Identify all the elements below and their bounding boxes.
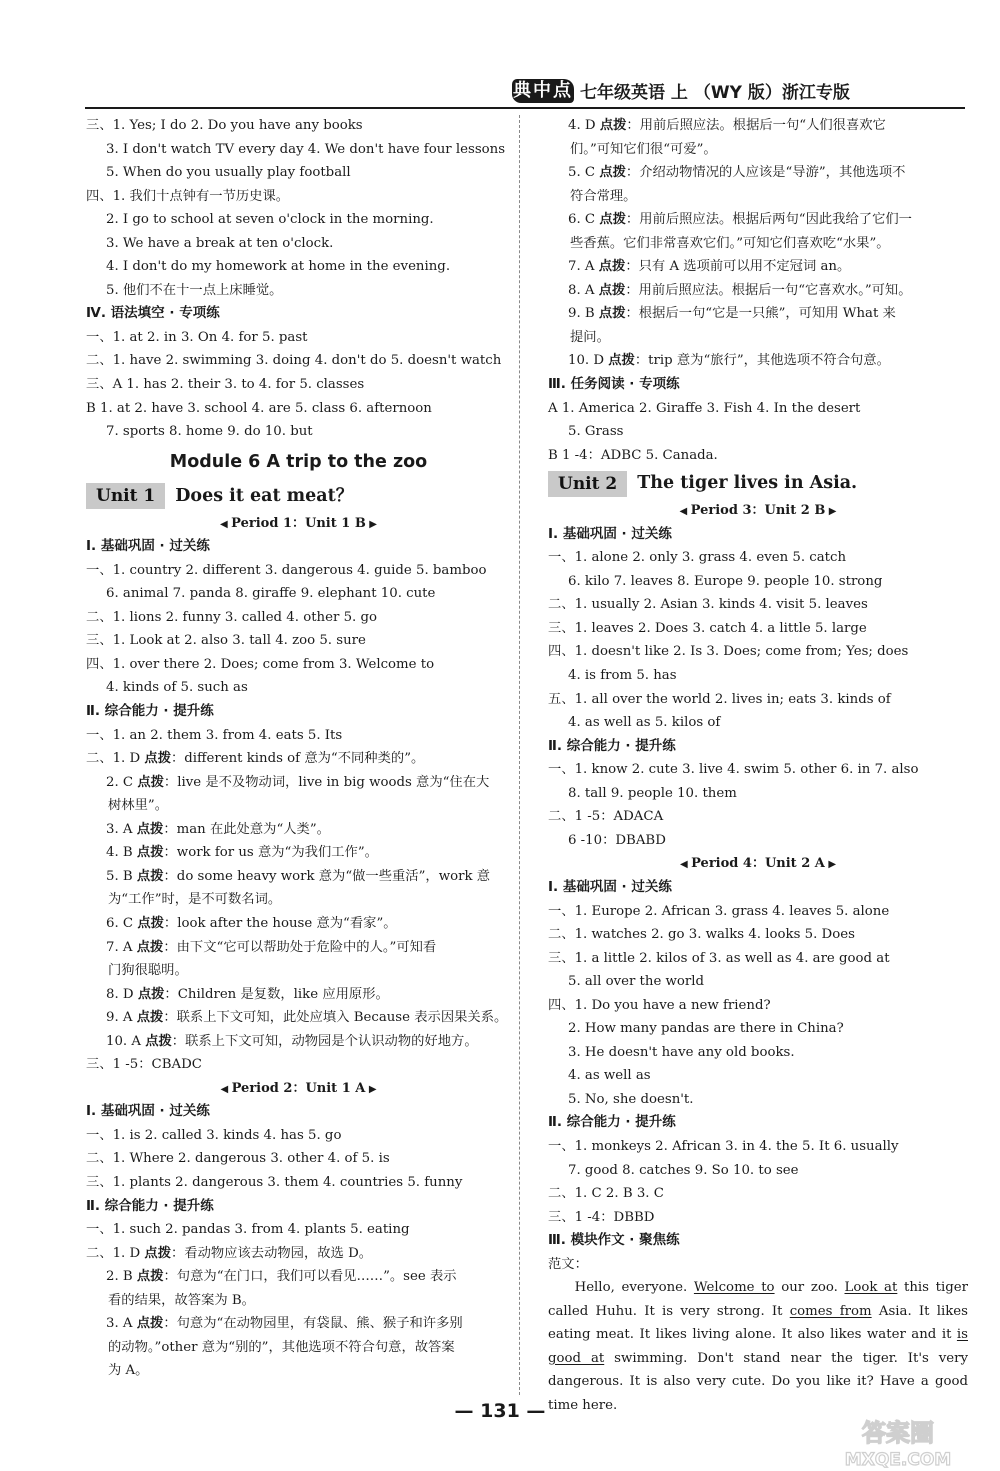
column-divider [519, 115, 520, 1395]
answer-key: 5. C [568, 165, 600, 181]
module-title: Module 6 A trip to the zoo [169, 451, 428, 472]
answer-hint-line [548, 255, 968, 279]
triangle-right-icon: ▶ [365, 518, 377, 530]
answer-line: 树林里”。 [108, 798, 168, 814]
essay-text: our zoo. [774, 1280, 845, 1296]
watermark-domain: MXQE.COM [844, 1450, 952, 1470]
answer-line: 范文： [548, 1256, 588, 1272]
period-label: Period 4：Unit 2 A [691, 856, 825, 872]
answer-line: 2. I go to school at seven o'clock in the morning. [106, 212, 434, 228]
hint-text: ：由下文“它可以帮助处于危险中的人。”可知看 [163, 939, 437, 955]
section-heading: Ⅱ. 综合能力 · 提升练 [548, 1114, 676, 1131]
period-heading [548, 852, 968, 876]
answer-line: 门狗很聪明。 [108, 963, 188, 979]
answer-key: 2. B [106, 1269, 137, 1285]
answer-line: 8. tall 9. people 10. them [568, 785, 737, 801]
essay-text: this tiger called Huhu. It is very strong. It [548, 1280, 968, 1319]
answer-line: 6. animal 7. panda 8. giraffe 9. elephant 10. cute [106, 586, 436, 602]
section-heading: Ⅰ. 基础巩固 · 过关练 [548, 878, 672, 895]
answer-line: 5. all over the world [568, 974, 705, 990]
answer-line: B 1 -4：ADBC 5. Canada. [548, 447, 718, 463]
hint-text: ：看动物应该去动物园，故选 D。 [171, 1245, 373, 1261]
watermark-text: 答案圈 [862, 1419, 934, 1447]
underlined-phrase: comes from [789, 1303, 872, 1319]
answer-line: 三、1 -5：CBADC [86, 1057, 202, 1073]
answer-key: 6. C [106, 915, 138, 931]
answer-line: 5. No, she doesn't. [568, 1091, 694, 1107]
answer-line: 三、1. plants 2. dangerous 3. them 4. countries 5. funny [86, 1174, 463, 1190]
answer-line: 5. Grass [568, 424, 624, 440]
section-heading: Ⅰ. 基础巩固 · 过关练 [548, 525, 672, 542]
answer-line: 一、1. alone 2. only 3. grass 4. even 5. catch [548, 550, 847, 566]
answer-key: 5. B [106, 868, 137, 884]
answer-hint-line [86, 865, 511, 889]
answer-hint-line [86, 841, 511, 865]
answer-hint-line [86, 1006, 511, 1030]
hint-label: 点拨 [136, 845, 164, 861]
hint-label: 点拨 [137, 774, 164, 790]
answer-key: 8. A [568, 282, 599, 298]
answer-line: 二、1. usually 2. Asian 3. kinds 4. visit 5. leaves [548, 597, 868, 613]
answer-line: 些香蕉。它们非常喜欢它们。”可知它们喜欢吃“水果”。 [570, 235, 890, 251]
answer-line: 三、1. leaves 2. Does 3. catch 4. a little 5. large [548, 620, 867, 636]
hint-label: 点拨 [136, 1269, 164, 1285]
triangle-right-icon: ▶ [824, 859, 837, 871]
answer-key: 3. A [106, 821, 137, 837]
answer-key: 4. B [106, 845, 137, 861]
period-heading [86, 512, 511, 536]
answer-line: 为“工作”时，是不可数名词。 [108, 892, 282, 908]
answer-line: 3. We have a break at ten o'clock. [106, 235, 334, 251]
right-column [548, 114, 968, 1418]
answer-line: 7. sports 8. home 9. do 10. but [106, 424, 313, 440]
essay-text: Hello, everyone. [574, 1280, 694, 1296]
answer-hint-line [86, 983, 511, 1007]
answer-line: 三、1. a little 2. kilos of 3. as well as 4. are good at [548, 950, 890, 966]
answer-line: 二、1. C 2. B 3. C [548, 1186, 664, 1202]
answer-line: 四、1. Do you have a new friend? [548, 997, 771, 1013]
page-header [0, 0, 1000, 110]
triangle-left-icon: ◀ [679, 859, 692, 871]
answer-line: 二、1 -5：ADACA [548, 809, 664, 825]
answer-hint-line [86, 747, 511, 771]
essay-text: swimming. Don't stand near the tiger. It's very dangerous. It is also very cute. Do you like it? Have a good time here. [548, 1350, 968, 1413]
answer-hint-line [548, 349, 968, 373]
answer-hint-line [548, 114, 968, 138]
section-heading: Ⅱ. 综合能力 · 提升练 [86, 1197, 214, 1214]
answer-line: 5. When do you usually play football [106, 165, 351, 181]
hint-label: 点拨 [598, 259, 626, 275]
answer-line: 4. I don't do my homework at home in the evening. [106, 259, 451, 275]
hint-label: 点拨 [598, 282, 626, 298]
answer-line: 7. good 8. catches 9. So 10. to see [568, 1162, 799, 1178]
answer-line: B 1. at 2. have 3. school 4. are 5. class 6. afternoon [86, 400, 432, 416]
answer-hint-line [548, 279, 968, 303]
answer-line: 二、1. have 2. swimming 3. doing 4. don't do 5. doesn't watch [86, 353, 502, 369]
answer-line: 为 A。 [108, 1363, 149, 1379]
period-label: Period 2：Unit 1 A [231, 1080, 366, 1096]
hint-text: ：look after the house 意为“看家”。 [163, 915, 397, 931]
period-heading [548, 499, 968, 523]
hint-label: 点拨 [599, 212, 626, 228]
underlined-phrase: Look at [844, 1280, 898, 1296]
answer-key: 二、1. D [86, 751, 145, 767]
answer-hint-line [86, 1265, 511, 1289]
hint-text: ：work for us 意为“为我们工作”。 [163, 845, 378, 861]
hint-label: 点拨 [137, 986, 165, 1002]
answer-line: 三、A 1. has 2. their 3. to 4. for 5. classes [86, 377, 365, 393]
answer-key: 10. D [568, 353, 609, 369]
answer-hint-line [548, 161, 968, 185]
answer-key: 7. A [568, 259, 599, 275]
answer-line: 一、1. is 2. called 3. kinds 4. has 5. go [86, 1127, 342, 1143]
section-heading: Ⅲ. 任务阅读 · 专项练 [548, 376, 680, 393]
answer-line: 4. as well as [568, 1068, 651, 1084]
hint-text: ：只有 A 选项前可以用不定冠词 an。 [625, 259, 851, 275]
period-label: Period 3：Unit 2 B [690, 503, 826, 519]
header-rule [85, 107, 965, 109]
section-heading: Ⅱ. 综合能力 · 提升练 [86, 703, 214, 720]
section-heading: Ⅱ. 综合能力 · 提升练 [548, 737, 676, 754]
book-logo: 典中点 [513, 80, 573, 101]
answer-line: 5. 他们不在十一点上床睡觉。 [106, 282, 283, 298]
answer-hint-line [86, 912, 511, 936]
hint-text: ：用前后照应法。根据后一句“人们很喜欢它 [626, 118, 886, 133]
hint-text: ：man 在此处意为“人类”。 [163, 821, 330, 837]
answer-line: 4. kinds of 5. such as [106, 680, 248, 696]
hint-text: ：trip 意为“旅行”，其他选项不符合句意。 [634, 353, 890, 369]
answer-line: 一、1. an 2. them 3. from 4. eats 5. Its [86, 727, 343, 743]
hint-label: 点拨 [136, 1316, 164, 1332]
answer-line: 6 -10：DBABD [568, 832, 666, 848]
answer-line: A 1. America 2. Giraffe 3. Fish 4. In the desert [548, 400, 861, 416]
answer-line: 五、1. all over the world 2. lives in; eats 3. kinds of [548, 691, 891, 707]
hint-text: ：different kinds of 意为“不同种类的”。 [171, 751, 425, 767]
triangle-left-icon: ◀ [220, 1083, 232, 1095]
left-column [86, 114, 511, 1383]
hint-label: 点拨 [136, 868, 164, 884]
hint-text: ：用前后照应法。根据后两句“因此我给了它们一 [625, 212, 912, 228]
hint-text: ：根据后一句“它是一只熊”，可知用 What 来 [625, 306, 896, 322]
answer-hint-line [86, 1312, 511, 1336]
hint-text: ：联系上下文可知，动物园是个认识动物的好地方。 [171, 1033, 478, 1049]
answer-line: 三、1. Look at 2. also 3. tall 4. zoo 5. sure [86, 633, 366, 649]
section-heading: Ⅲ. 模块作文 · 聚焦练 [548, 1232, 680, 1249]
section-heading: Ⅰ. 基础巩固 · 过关练 [86, 538, 210, 555]
hint-text: ：do some heavy work 意为“做一些重活”，work 意 [163, 868, 491, 884]
unit-tag: Unit 2 [548, 471, 627, 497]
answer-key: 2. C [106, 774, 138, 790]
hint-label: 点拨 [145, 1033, 172, 1049]
hint-text: ：Children 是复数，like 应用原形。 [164, 986, 389, 1002]
answer-line: 们。”可知它们很“可爱”。 [570, 141, 717, 157]
answer-line: 四、1. doesn't like 2. Is 3. Does; come from; Yes; does [548, 644, 909, 660]
answer-line: 3. He doesn't have any old books. [568, 1044, 795, 1060]
answer-line: 看的结果，故答案为 B。 [108, 1292, 255, 1308]
hint-text: ：live 是不及物动词，live in big woods 意为“住在大 [163, 774, 490, 790]
hint-label: 点拨 [599, 118, 627, 133]
period-label: Period 1：Unit 1 B [231, 515, 366, 531]
triangle-left-icon: ◀ [220, 518, 232, 530]
answer-line: 3. I don't watch TV every day 4. We don't have four lessons [106, 141, 506, 157]
answer-key: 8. D [106, 986, 138, 1002]
answer-line: 一、1. Europe 2. African 3. grass 4. leaves 5. alone [548, 903, 890, 919]
answer-line: 一、1. know 2. cute 3. live 4. swim 5. other 6. in 7. also [548, 762, 919, 778]
hint-text: ：句意为“在动物园里，有袋鼠、熊、猴子和许多别 [163, 1316, 463, 1332]
hint-text: ：用前后照应法。根据后一句“它喜欢水。”可知。 [625, 282, 912, 298]
period-heading [86, 1077, 511, 1101]
answer-line: 一、1. such 2. pandas 3. from 4. plants 5. eating [86, 1222, 410, 1238]
answer-key: 二、1. D [86, 1245, 145, 1261]
answer-line: 4. as well as 5. kilos of [568, 715, 721, 731]
page-number: — 131 — [454, 1400, 546, 1422]
hint-label: 点拨 [137, 915, 164, 931]
answer-key: 9. A [106, 1010, 137, 1026]
section-heading: Ⅳ. 语法填空 · 专项练 [86, 305, 220, 322]
answer-hint-line [86, 1030, 511, 1054]
answer-line: 2. How many pandas are there in China? [568, 1021, 844, 1037]
answer-line: 三、1 -4：DBBD [548, 1209, 655, 1225]
hint-label: 点拨 [599, 165, 626, 181]
model-essay [548, 1276, 968, 1417]
hint-label: 点拨 [608, 353, 635, 369]
answer-line: 一、1. country 2. different 3. dangerous 4. guide 5. bamboo [86, 562, 487, 578]
answer-line: 6. kilo 7. leaves 8. Europe 9. people 10. strong [568, 573, 883, 589]
essay-text: Asia. It likes eating meat. It likes living alone. It also likes water and it [548, 1303, 968, 1343]
hint-text: ：联系上下文可知，此处应填入 Because 表示因果关系。 [163, 1010, 508, 1026]
triangle-right-icon: ▶ [365, 1083, 377, 1095]
answer-key: 9. B [568, 306, 599, 322]
unit-heading [86, 480, 511, 512]
underlined-phrase: Welcome to [693, 1280, 775, 1296]
answer-line: 一、1. monkeys 2. African 3. in 4. the 5. It 6. usually [548, 1138, 899, 1154]
answer-key: 7. A [106, 939, 137, 955]
answer-line: 一、1. at 2. in 3. On 4. for 5. past [86, 329, 308, 345]
section-heading: Ⅰ. 基础巩固 · 过关练 [86, 1103, 210, 1120]
answer-line: 提问。 [570, 329, 610, 345]
answer-key: 3. A [106, 1316, 137, 1332]
answer-hint-line [86, 1242, 511, 1266]
answer-hint-line [86, 818, 511, 842]
answer-line: 四、1. over there 2. Does; come from 3. Welcome to [86, 656, 435, 672]
answer-key: 10. A [106, 1033, 146, 1049]
answer-hint-line [548, 208, 968, 232]
hint-label: 点拨 [136, 821, 164, 837]
answer-hint-line [86, 771, 511, 795]
unit-title: Does it eat meat？ [175, 485, 354, 506]
book-title: 七年级英语 上 （WY 版）浙江专版 [580, 83, 850, 103]
answer-key: 6. C [568, 212, 600, 228]
hint-text: ：句意为“在门口，我们可以看见……”。see 表示 [163, 1269, 457, 1285]
hint-label: 点拨 [144, 751, 171, 767]
unit-tag: Unit 1 [86, 483, 165, 509]
hint-label: 点拨 [144, 1245, 171, 1261]
underlined-phrase: is good at [548, 1327, 968, 1366]
answer-line: 符合常理。 [570, 188, 637, 204]
answer-line: 的动物。”other 意为“别的”，其他选项不符合句意，故答案 [108, 1339, 455, 1355]
answer-line: 二、1. lions 2. funny 3. called 4. other 5. go [86, 609, 378, 625]
answer-key: 4. D [568, 118, 600, 133]
answer-line: 二、1. Where 2. dangerous 3. other 4. of 5. is [86, 1151, 390, 1167]
answer-line: 二、1. watches 2. go 3. walks 4. looks 5. Does [548, 927, 855, 943]
hint-label: 点拨 [136, 939, 164, 955]
unit-title: The tiger lives in Asia. [637, 473, 858, 494]
answer-line: 4. is from 5. has [568, 668, 677, 684]
hint-label: 点拨 [598, 306, 626, 322]
answer-hint-line [548, 302, 968, 326]
unit-heading [548, 467, 968, 499]
answer-hint-line [86, 936, 511, 960]
watermark-logo [810, 1415, 985, 1471]
answer-line: 四、1. 我们十点钟有一节历史课。 [86, 188, 290, 204]
hint-text: ：介绍动物情况的人应该是“导游”，其他选项不 [625, 165, 906, 181]
answer-line: 三、1. Yes; I do 2. Do you have any books [86, 118, 363, 133]
triangle-right-icon: ▶ [825, 506, 837, 518]
hint-label: 点拨 [136, 1010, 164, 1026]
triangle-left-icon: ◀ [679, 506, 691, 518]
